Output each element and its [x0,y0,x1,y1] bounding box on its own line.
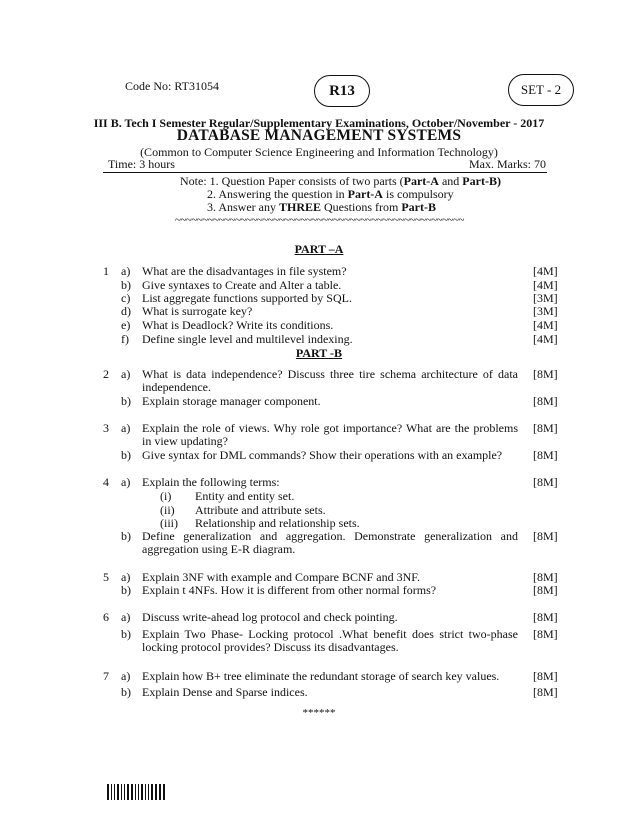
code-number: Code No: RT31054 [125,79,219,93]
common-to: (Common to Computer Science Engineering and Information Technology) [140,145,498,159]
max-marks: Max. Marks: 70 [469,157,546,171]
barcode [107,784,167,802]
term-text: Entity and entity set. [195,489,295,503]
term-text: Attribute and attribute sets. [195,503,326,517]
part-b-heading: PART -B [295,346,343,360]
term-text: Relationship and relationship sets. [195,516,360,530]
exam-title: III B. Tech I Semester Regular/Supplementary Examinations, October/November - 2017 [93,116,545,130]
divider: ~~~~~~~~~~~~~~~~~~~~~~~~~~~~~~~~~~~~~~~~~~~~~~~~~~~~~ [175,214,464,226]
time-allowed: Time: 3 hours [108,157,175,171]
header-rule [103,172,547,173]
regulation-badge: R13 [314,75,370,107]
term-number: (ii) [160,503,175,517]
subject-title: DATABASE MANAGEMENT SYSTEMS [176,127,462,144]
term-number: (i) [160,489,172,503]
term-number: (iii) [160,516,178,530]
note-2: 2. Answering the question in Part-A is compulsory [207,187,454,201]
end-marker: ****** [302,707,336,719]
note-1: Note: 1. Question Paper consists of two parts (Part-A and Part-B) [180,174,501,188]
set-badge: SET - 2 [508,74,574,106]
part-a-heading: PART –A [294,242,344,256]
note-3: 3. Answer any THREE Questions from Part-B [207,200,436,214]
